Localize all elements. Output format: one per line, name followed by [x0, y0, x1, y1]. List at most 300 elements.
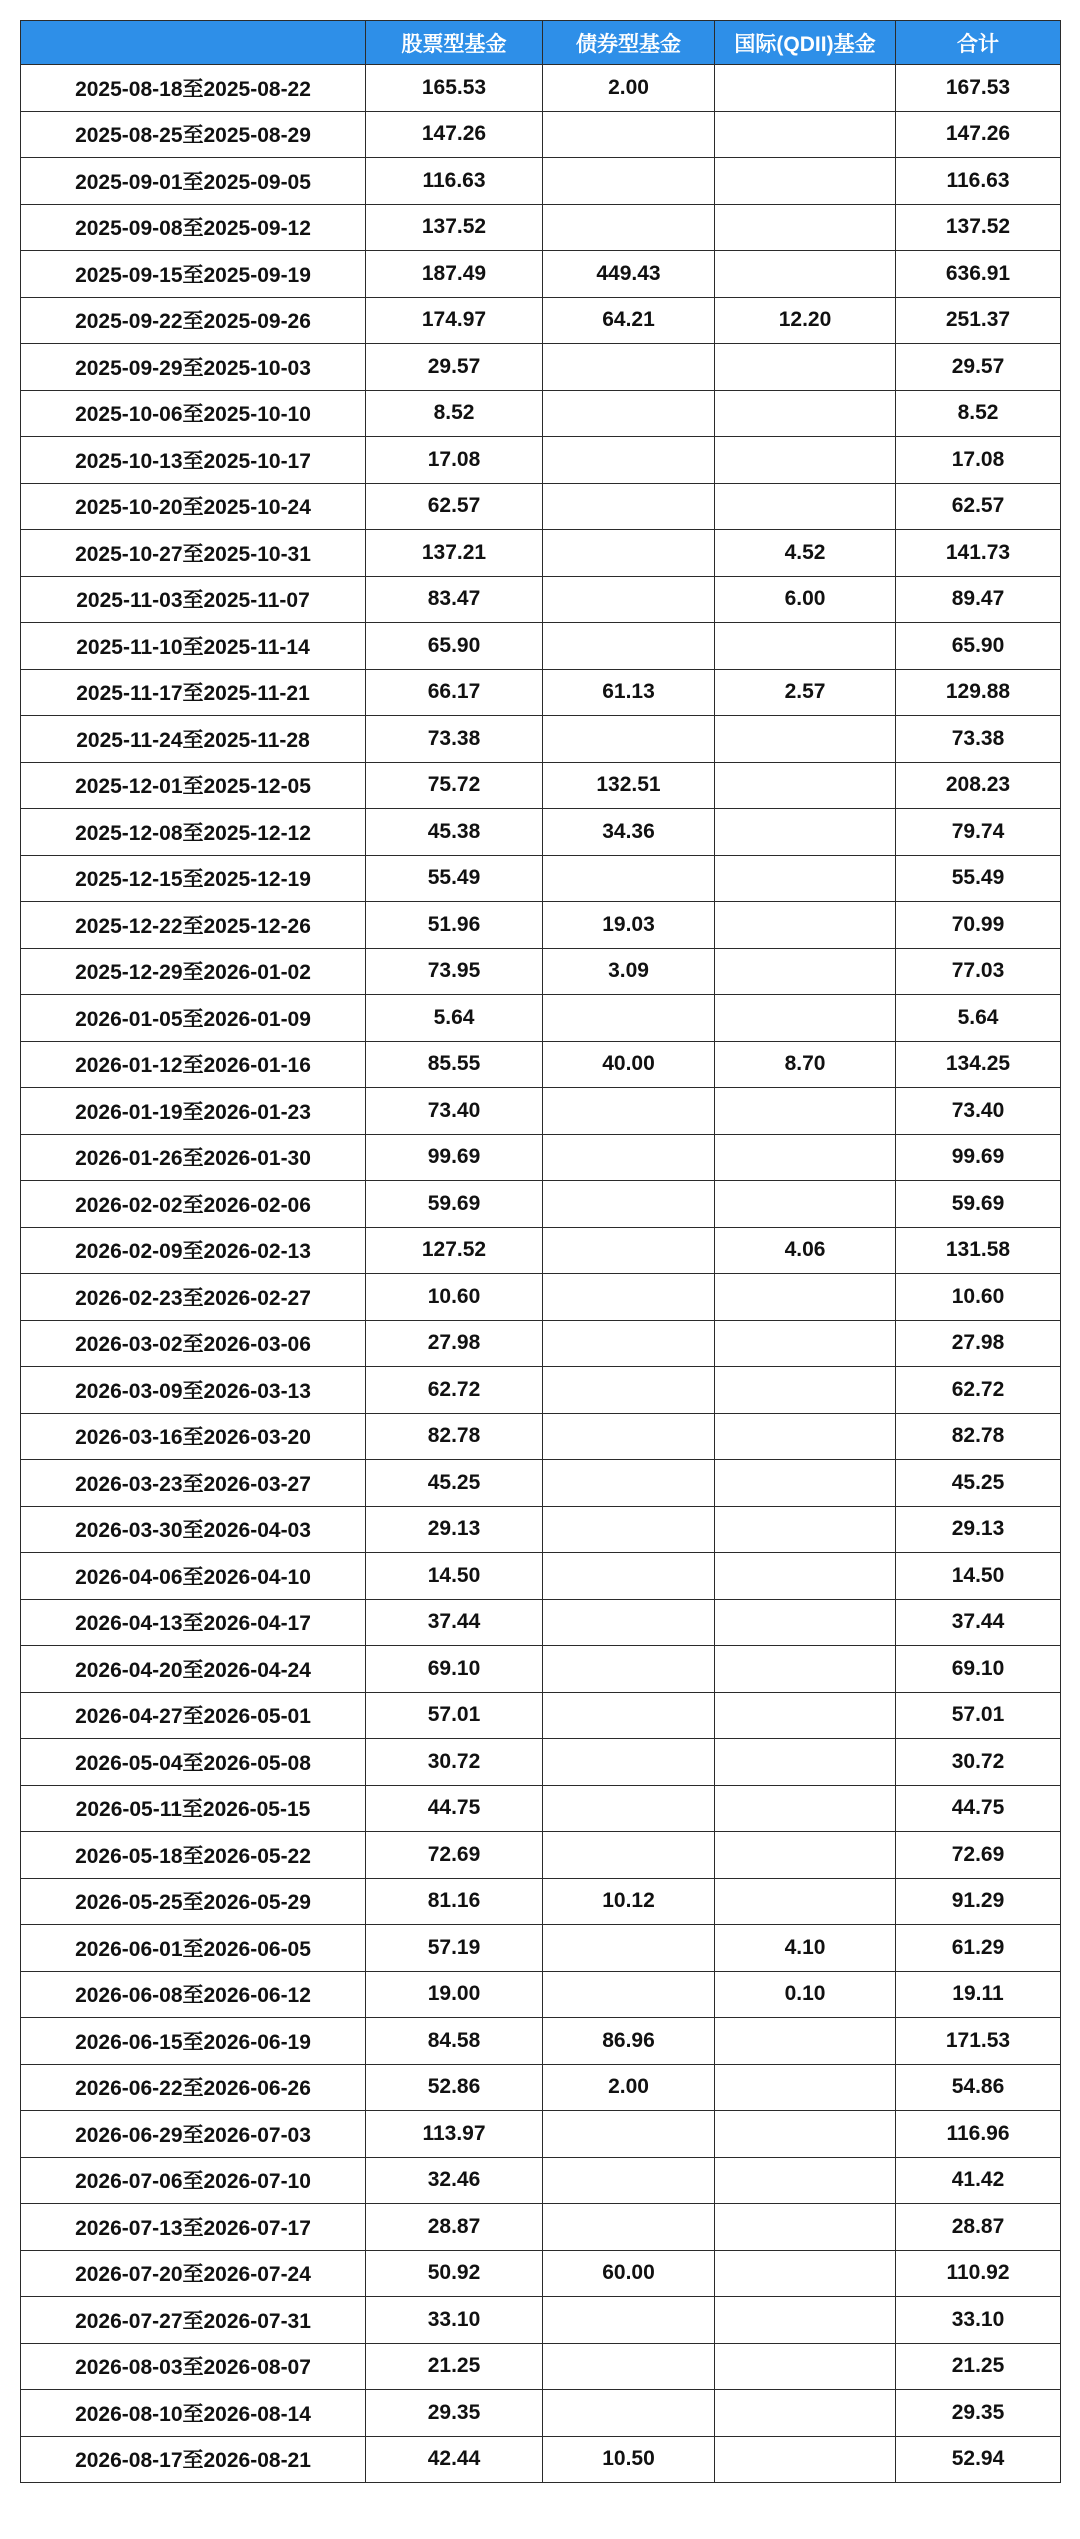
- cell-bond-fund: [543, 1599, 715, 1646]
- cell-bond-fund: [543, 1692, 715, 1739]
- cell-total: 116.96: [896, 2111, 1061, 2158]
- cell-total: 73.38: [896, 716, 1061, 763]
- cell-period: 2025-09-15至2025-09-19: [21, 251, 366, 298]
- table-row: [21, 1832, 1061, 1879]
- cell-qdii-fund: 0.10: [715, 1971, 896, 2018]
- cell-total: 41.42: [896, 2157, 1061, 2204]
- cell-bond-fund: [543, 1320, 715, 1367]
- fund-table-container: [20, 20, 1060, 2483]
- cell-qdii-fund: [715, 1878, 896, 1925]
- cell-period: 2026-06-15至2026-06-19: [21, 2018, 366, 2065]
- cell-stock-fund: 187.49: [366, 251, 543, 298]
- table-row: [21, 1646, 1061, 1693]
- cell-stock-fund: 51.96: [366, 902, 543, 949]
- cell-stock-fund: 116.63: [366, 158, 543, 205]
- cell-qdii-fund: [715, 2250, 896, 2297]
- cell-total: 72.69: [896, 1832, 1061, 1879]
- cell-qdii-fund: [715, 2436, 896, 2483]
- cell-total: 8.52: [896, 390, 1061, 437]
- cell-bond-fund: [543, 716, 715, 763]
- cell-bond-fund: 64.21: [543, 297, 715, 344]
- cell-period: 2026-01-12至2026-01-16: [21, 1041, 366, 1088]
- header-qdii-fund: 国际(QDII)基金: [715, 21, 896, 65]
- cell-total: 99.69: [896, 1134, 1061, 1181]
- cell-stock-fund: 10.60: [366, 1274, 543, 1321]
- cell-total: 37.44: [896, 1599, 1061, 1646]
- table-row: [21, 1320, 1061, 1367]
- cell-period: 2026-08-10至2026-08-14: [21, 2390, 366, 2437]
- cell-period: 2025-09-22至2025-09-26: [21, 297, 366, 344]
- cell-period: 2026-08-17至2026-08-21: [21, 2436, 366, 2483]
- cell-period: 2026-04-27至2026-05-01: [21, 1692, 366, 1739]
- table-row: [21, 1041, 1061, 1088]
- table-row: [21, 204, 1061, 251]
- cell-bond-fund: [543, 158, 715, 205]
- cell-qdii-fund: [715, 344, 896, 391]
- cell-qdii-fund: 12.20: [715, 297, 896, 344]
- cell-total: 29.35: [896, 2390, 1061, 2437]
- cell-qdii-fund: [715, 2064, 896, 2111]
- cell-total: 89.47: [896, 576, 1061, 623]
- cell-qdii-fund: 4.10: [715, 1925, 896, 1972]
- cell-period: 2026-01-05至2026-01-09: [21, 995, 366, 1042]
- cell-bond-fund: 132.51: [543, 762, 715, 809]
- cell-qdii-fund: [715, 251, 896, 298]
- cell-total: 69.10: [896, 1646, 1061, 1693]
- table-row: [21, 809, 1061, 856]
- cell-stock-fund: 85.55: [366, 1041, 543, 1088]
- cell-stock-fund: 17.08: [366, 437, 543, 484]
- cell-qdii-fund: [715, 1274, 896, 1321]
- cell-total: 73.40: [896, 1088, 1061, 1135]
- table-row: [21, 297, 1061, 344]
- cell-bond-fund: [543, 1832, 715, 1879]
- header-stock-fund: 股票型基金: [366, 21, 543, 65]
- cell-stock-fund: 28.87: [366, 2204, 543, 2251]
- cell-stock-fund: 29.35: [366, 2390, 543, 2437]
- cell-period: 2026-05-04至2026-05-08: [21, 1739, 366, 1786]
- cell-total: 29.57: [896, 344, 1061, 391]
- cell-bond-fund: [543, 1739, 715, 1786]
- cell-qdii-fund: 8.70: [715, 1041, 896, 1088]
- cell-stock-fund: 165.53: [366, 65, 543, 112]
- cell-stock-fund: 57.19: [366, 1925, 543, 1972]
- cell-stock-fund: 45.25: [366, 1460, 543, 1507]
- cell-bond-fund: [543, 623, 715, 670]
- cell-stock-fund: 8.52: [366, 390, 543, 437]
- cell-qdii-fund: [715, 1506, 896, 1553]
- cell-stock-fund: 21.25: [366, 2343, 543, 2390]
- cell-bond-fund: 19.03: [543, 902, 715, 949]
- cell-total: 79.74: [896, 809, 1061, 856]
- cell-qdii-fund: [715, 855, 896, 902]
- cell-total: 21.25: [896, 2343, 1061, 2390]
- cell-qdii-fund: [715, 1832, 896, 1879]
- cell-total: 129.88: [896, 669, 1061, 716]
- cell-stock-fund: 45.38: [366, 809, 543, 856]
- cell-bond-fund: [543, 1413, 715, 1460]
- cell-stock-fund: 19.00: [366, 1971, 543, 2018]
- cell-stock-fund: 113.97: [366, 2111, 543, 2158]
- table-row: [21, 1878, 1061, 1925]
- cell-bond-fund: 86.96: [543, 2018, 715, 2065]
- header-bond-fund: 债券型基金: [543, 21, 715, 65]
- cell-period: 2025-09-08至2025-09-12: [21, 204, 366, 251]
- cell-stock-fund: 59.69: [366, 1181, 543, 1228]
- cell-total: 70.99: [896, 902, 1061, 949]
- cell-period: 2026-05-11至2026-05-15: [21, 1785, 366, 1832]
- cell-qdii-fund: [715, 2157, 896, 2204]
- cell-stock-fund: 32.46: [366, 2157, 543, 2204]
- cell-stock-fund: 57.01: [366, 1692, 543, 1739]
- table-row: [21, 1925, 1061, 1972]
- cell-period: 2026-03-30至2026-04-03: [21, 1506, 366, 1553]
- cell-bond-fund: [543, 995, 715, 1042]
- table-row: [21, 2436, 1061, 2483]
- cell-bond-fund: [543, 855, 715, 902]
- cell-bond-fund: [543, 2343, 715, 2390]
- cell-bond-fund: 3.09: [543, 948, 715, 995]
- cell-qdii-fund: [715, 1320, 896, 1367]
- cell-total: 52.94: [896, 2436, 1061, 2483]
- cell-bond-fund: [543, 1646, 715, 1693]
- cell-period: 2026-04-13至2026-04-17: [21, 1599, 366, 1646]
- cell-total: 82.78: [896, 1413, 1061, 1460]
- table-row: [21, 1134, 1061, 1181]
- table-row: [21, 65, 1061, 112]
- cell-stock-fund: 82.78: [366, 1413, 543, 1460]
- cell-total: 116.63: [896, 158, 1061, 205]
- cell-bond-fund: [543, 1274, 715, 1321]
- cell-total: 171.53: [896, 2018, 1061, 2065]
- cell-bond-fund: 2.00: [543, 2064, 715, 2111]
- cell-total: 57.01: [896, 1692, 1061, 1739]
- cell-qdii-fund: [715, 390, 896, 437]
- table-row: [21, 1553, 1061, 1600]
- fund-table: [20, 20, 1061, 2483]
- cell-stock-fund: 137.21: [366, 530, 543, 577]
- cell-total: 65.90: [896, 623, 1061, 670]
- cell-bond-fund: [543, 437, 715, 484]
- cell-qdii-fund: 4.06: [715, 1227, 896, 1274]
- cell-bond-fund: 34.36: [543, 809, 715, 856]
- cell-stock-fund: 174.97: [366, 297, 543, 344]
- cell-period: 2025-10-20至2025-10-24: [21, 483, 366, 530]
- cell-total: 141.73: [896, 530, 1061, 577]
- cell-bond-fund: 2.00: [543, 65, 715, 112]
- table-row: [21, 2343, 1061, 2390]
- cell-period: 2026-06-01至2026-06-05: [21, 1925, 366, 1972]
- cell-stock-fund: 37.44: [366, 1599, 543, 1646]
- table-row: [21, 1088, 1061, 1135]
- cell-bond-fund: [543, 576, 715, 623]
- cell-qdii-fund: [715, 1134, 896, 1181]
- cell-period: 2026-03-16至2026-03-20: [21, 1413, 366, 1460]
- cell-total: 55.49: [896, 855, 1061, 902]
- cell-qdii-fund: [715, 1181, 896, 1228]
- table-row: [21, 762, 1061, 809]
- cell-stock-fund: 14.50: [366, 1553, 543, 1600]
- cell-period: 2025-10-27至2025-10-31: [21, 530, 366, 577]
- cell-qdii-fund: [715, 2018, 896, 2065]
- cell-qdii-fund: [715, 2297, 896, 2344]
- cell-period: 2026-05-25至2026-05-29: [21, 1878, 366, 1925]
- cell-period: 2025-11-24至2025-11-28: [21, 716, 366, 763]
- cell-qdii-fund: [715, 2204, 896, 2251]
- cell-qdii-fund: [715, 2390, 896, 2437]
- cell-total: 54.86: [896, 2064, 1061, 2111]
- cell-qdii-fund: [715, 1739, 896, 1786]
- cell-total: 62.72: [896, 1367, 1061, 1414]
- cell-bond-fund: [543, 1367, 715, 1414]
- table-row: [21, 669, 1061, 716]
- cell-total: 29.13: [896, 1506, 1061, 1553]
- cell-total: 27.98: [896, 1320, 1061, 1367]
- cell-total: 77.03: [896, 948, 1061, 995]
- cell-period: 2025-12-22至2025-12-26: [21, 902, 366, 949]
- cell-period: 2026-04-20至2026-04-24: [21, 1646, 366, 1693]
- cell-period: 2025-08-18至2025-08-22: [21, 65, 366, 112]
- table-row: [21, 716, 1061, 763]
- cell-bond-fund: [543, 2204, 715, 2251]
- table-header-row: [21, 21, 1061, 65]
- cell-qdii-fund: [715, 902, 896, 949]
- cell-total: 208.23: [896, 762, 1061, 809]
- table-row: [21, 1181, 1061, 1228]
- cell-stock-fund: 30.72: [366, 1739, 543, 1786]
- cell-bond-fund: [543, 344, 715, 391]
- cell-qdii-fund: [715, 1367, 896, 1414]
- cell-period: 2026-03-02至2026-03-06: [21, 1320, 366, 1367]
- table-row: [21, 1460, 1061, 1507]
- cell-stock-fund: 73.95: [366, 948, 543, 995]
- table-row: [21, 2157, 1061, 2204]
- table-row: [21, 855, 1061, 902]
- table-row: [21, 2297, 1061, 2344]
- cell-period: 2026-02-23至2026-02-27: [21, 1274, 366, 1321]
- cell-period: 2026-06-29至2026-07-03: [21, 2111, 366, 2158]
- cell-total: 251.37: [896, 297, 1061, 344]
- cell-period: 2025-12-29至2026-01-02: [21, 948, 366, 995]
- cell-bond-fund: 10.50: [543, 2436, 715, 2483]
- cell-total: 61.29: [896, 1925, 1061, 1972]
- cell-bond-fund: [543, 1134, 715, 1181]
- cell-period: 2025-11-10至2025-11-14: [21, 623, 366, 670]
- table-row: [21, 2204, 1061, 2251]
- cell-qdii-fund: [715, 1785, 896, 1832]
- cell-qdii-fund: [715, 1646, 896, 1693]
- cell-stock-fund: 5.64: [366, 995, 543, 1042]
- cell-bond-fund: [543, 1971, 715, 2018]
- cell-period: 2026-06-22至2026-06-26: [21, 2064, 366, 2111]
- cell-total: 14.50: [896, 1553, 1061, 1600]
- cell-total: 17.08: [896, 437, 1061, 484]
- cell-bond-fund: [543, 390, 715, 437]
- cell-period: 2025-12-08至2025-12-12: [21, 809, 366, 856]
- cell-qdii-fund: [715, 623, 896, 670]
- cell-qdii-fund: [715, 995, 896, 1042]
- cell-stock-fund: 29.13: [366, 1506, 543, 1553]
- table-row: [21, 390, 1061, 437]
- table-row: [21, 111, 1061, 158]
- cell-bond-fund: 60.00: [543, 2250, 715, 2297]
- cell-total: 137.52: [896, 204, 1061, 251]
- cell-qdii-fund: 2.57: [715, 669, 896, 716]
- cell-stock-fund: 83.47: [366, 576, 543, 623]
- cell-bond-fund: [543, 483, 715, 530]
- table-row: [21, 1227, 1061, 1274]
- cell-period: 2026-07-27至2026-07-31: [21, 2297, 366, 2344]
- cell-total: 45.25: [896, 1460, 1061, 1507]
- header-period: [21, 21, 366, 65]
- cell-period: 2025-10-06至2025-10-10: [21, 390, 366, 437]
- cell-period: 2026-01-19至2026-01-23: [21, 1088, 366, 1135]
- cell-period: 2025-09-01至2025-09-05: [21, 158, 366, 205]
- cell-qdii-fund: [715, 437, 896, 484]
- cell-stock-fund: 81.16: [366, 1878, 543, 1925]
- cell-bond-fund: [543, 2157, 715, 2204]
- cell-bond-fund: 61.13: [543, 669, 715, 716]
- table-row: [21, 437, 1061, 484]
- cell-stock-fund: 62.72: [366, 1367, 543, 1414]
- cell-total: 5.64: [896, 995, 1061, 1042]
- cell-stock-fund: 50.92: [366, 2250, 543, 2297]
- cell-bond-fund: [543, 530, 715, 577]
- cell-total: 131.58: [896, 1227, 1061, 1274]
- cell-qdii-fund: 6.00: [715, 576, 896, 623]
- cell-total: 62.57: [896, 483, 1061, 530]
- table-row: [21, 1599, 1061, 1646]
- cell-period: 2026-07-13至2026-07-17: [21, 2204, 366, 2251]
- cell-period: 2026-03-09至2026-03-13: [21, 1367, 366, 1414]
- cell-total: 636.91: [896, 251, 1061, 298]
- cell-bond-fund: [543, 1460, 715, 1507]
- cell-bond-fund: [543, 1506, 715, 1553]
- cell-qdii-fund: [715, 158, 896, 205]
- cell-stock-fund: 73.40: [366, 1088, 543, 1135]
- cell-total: 134.25: [896, 1041, 1061, 1088]
- table-row: [21, 344, 1061, 391]
- cell-stock-fund: 42.44: [366, 2436, 543, 2483]
- cell-total: 91.29: [896, 1878, 1061, 1925]
- table-body: [21, 65, 1061, 2483]
- cell-bond-fund: [543, 204, 715, 251]
- table-row: [21, 251, 1061, 298]
- table-row: [21, 1274, 1061, 1321]
- table-row: [21, 1692, 1061, 1739]
- table-row: [21, 995, 1061, 1042]
- cell-stock-fund: 66.17: [366, 669, 543, 716]
- cell-qdii-fund: [715, 1088, 896, 1135]
- cell-stock-fund: 27.98: [366, 1320, 543, 1367]
- cell-total: 44.75: [896, 1785, 1061, 1832]
- cell-bond-fund: [543, 2111, 715, 2158]
- cell-period: 2026-05-18至2026-05-22: [21, 1832, 366, 1879]
- cell-bond-fund: [543, 2297, 715, 2344]
- cell-period: 2026-02-09至2026-02-13: [21, 1227, 366, 1274]
- cell-bond-fund: [543, 1925, 715, 1972]
- cell-bond-fund: [543, 1785, 715, 1832]
- cell-period: 2026-02-02至2026-02-06: [21, 1181, 366, 1228]
- table-row: [21, 2390, 1061, 2437]
- cell-qdii-fund: [715, 1460, 896, 1507]
- cell-stock-fund: 127.52: [366, 1227, 543, 1274]
- cell-stock-fund: 65.90: [366, 623, 543, 670]
- cell-stock-fund: 84.58: [366, 2018, 543, 2065]
- cell-period: 2025-11-17至2025-11-21: [21, 669, 366, 716]
- cell-period: 2026-01-26至2026-01-30: [21, 1134, 366, 1181]
- cell-stock-fund: 147.26: [366, 111, 543, 158]
- cell-stock-fund: 72.69: [366, 1832, 543, 1879]
- table-row: [21, 1506, 1061, 1553]
- cell-qdii-fund: [715, 111, 896, 158]
- table-row: [21, 1785, 1061, 1832]
- cell-stock-fund: 99.69: [366, 1134, 543, 1181]
- cell-period: 2025-12-15至2025-12-19: [21, 855, 366, 902]
- table-row: [21, 623, 1061, 670]
- header-total: 合计: [896, 21, 1061, 65]
- cell-total: 59.69: [896, 1181, 1061, 1228]
- table-row: [21, 1413, 1061, 1460]
- cell-period: 2026-04-06至2026-04-10: [21, 1553, 366, 1600]
- cell-bond-fund: [543, 1553, 715, 1600]
- cell-period: 2026-03-23至2026-03-27: [21, 1460, 366, 1507]
- table-row: [21, 483, 1061, 530]
- cell-qdii-fund: [715, 65, 896, 112]
- cell-qdii-fund: 4.52: [715, 530, 896, 577]
- cell-bond-fund: 10.12: [543, 1878, 715, 1925]
- table-row: [21, 1367, 1061, 1414]
- cell-qdii-fund: [715, 1692, 896, 1739]
- cell-period: 2026-08-03至2026-08-07: [21, 2343, 366, 2390]
- cell-qdii-fund: [715, 1599, 896, 1646]
- table-row: [21, 1971, 1061, 2018]
- cell-bond-fund: [543, 1227, 715, 1274]
- cell-stock-fund: 55.49: [366, 855, 543, 902]
- cell-period: 2026-06-08至2026-06-12: [21, 1971, 366, 2018]
- cell-qdii-fund: [715, 483, 896, 530]
- cell-stock-fund: 33.10: [366, 2297, 543, 2344]
- table-row: [21, 902, 1061, 949]
- table-row: [21, 158, 1061, 205]
- cell-period: 2025-11-03至2025-11-07: [21, 576, 366, 623]
- cell-stock-fund: 52.86: [366, 2064, 543, 2111]
- cell-period: 2025-12-01至2025-12-05: [21, 762, 366, 809]
- cell-qdii-fund: [715, 809, 896, 856]
- cell-qdii-fund: [715, 948, 896, 995]
- cell-total: 167.53: [896, 65, 1061, 112]
- cell-bond-fund: 40.00: [543, 1041, 715, 1088]
- cell-period: 2026-07-06至2026-07-10: [21, 2157, 366, 2204]
- cell-qdii-fund: [715, 204, 896, 251]
- cell-period: 2025-09-29至2025-10-03: [21, 344, 366, 391]
- cell-bond-fund: [543, 2390, 715, 2437]
- cell-bond-fund: 449.43: [543, 251, 715, 298]
- cell-bond-fund: [543, 1088, 715, 1135]
- cell-total: 147.26: [896, 111, 1061, 158]
- cell-stock-fund: 29.57: [366, 344, 543, 391]
- table-row: [21, 2064, 1061, 2111]
- table-row: [21, 2250, 1061, 2297]
- table-row: [21, 2018, 1061, 2065]
- cell-qdii-fund: [715, 1413, 896, 1460]
- cell-period: 2025-10-13至2025-10-17: [21, 437, 366, 484]
- cell-stock-fund: 69.10: [366, 1646, 543, 1693]
- table-row: [21, 948, 1061, 995]
- cell-stock-fund: 44.75: [366, 1785, 543, 1832]
- cell-total: 110.92: [896, 2250, 1061, 2297]
- cell-bond-fund: [543, 1181, 715, 1228]
